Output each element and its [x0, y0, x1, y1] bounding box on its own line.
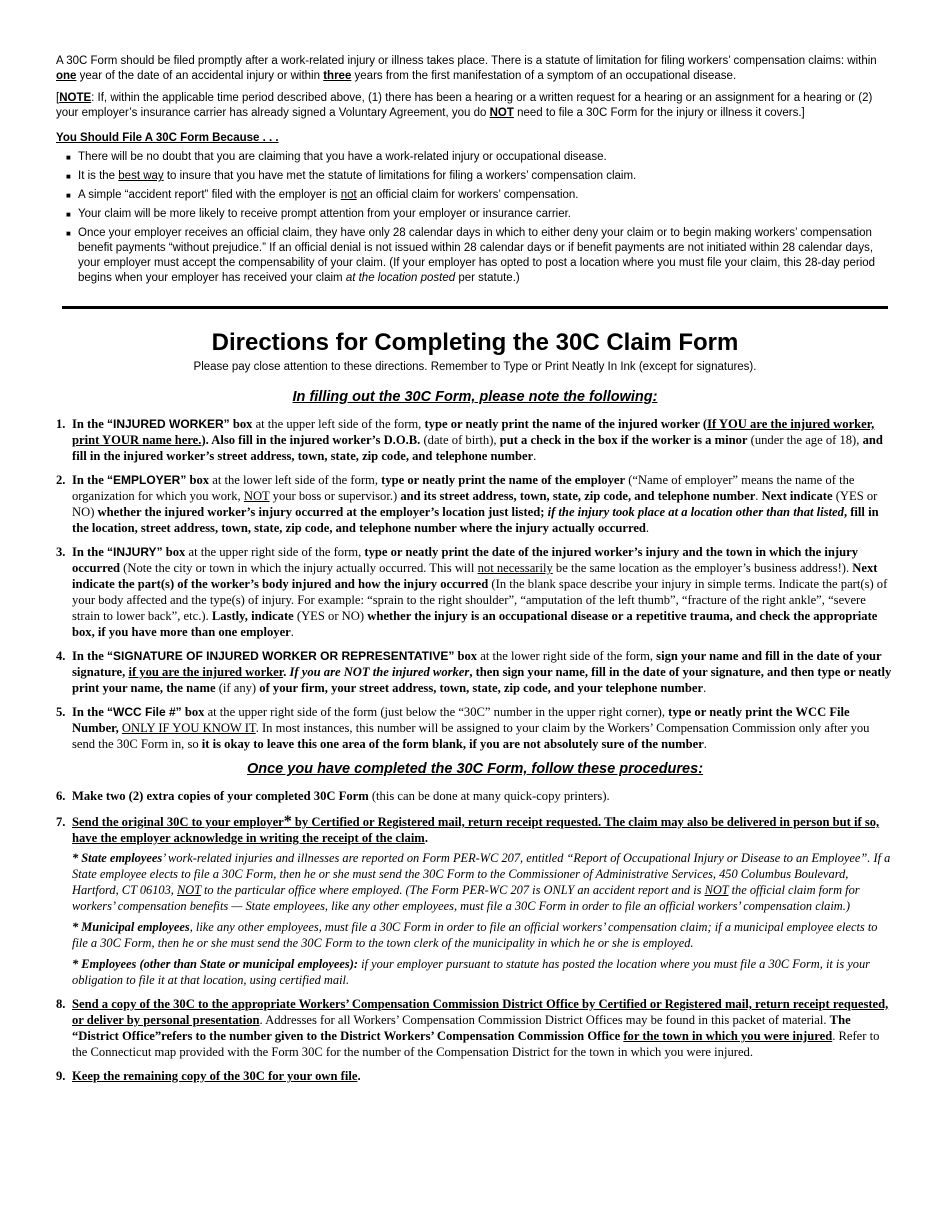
step-text: (YES or NO) [72, 489, 878, 519]
step-text: , then sign your name, fill in the date of your signature, and then type or neatly print your name, the name [72, 665, 892, 695]
section-heading-filling: In filling out the 30C Form, please note the following: [292, 389, 658, 405]
step-text: whether the injury is an occupational disease or a repetitive trauma, and check the appropriate box, if you have more than one employer [72, 609, 878, 639]
intro-one-emphasis: one [56, 70, 77, 82]
step-text: be the same location as the employer’s business address!). [552, 561, 853, 575]
step-text: at the lower right side of the form, [477, 649, 657, 663]
why-list-item [56, 188, 894, 203]
asterisk-marker: * [283, 813, 292, 830]
box-label: “WCC File #” [107, 705, 182, 719]
step-text: type or neatly print the WCC File Number, [72, 705, 850, 735]
footnote-state-employees [72, 850, 894, 914]
step-text: of your firm, your street address, town, state, zip code, and your telephone number [259, 681, 704, 695]
step-text: (Note the city or town in which the injury actually occurred. This will [120, 561, 478, 575]
footnote-label: * State employees [72, 851, 163, 865]
footnote-text: to the particular office where employed. (The Form PER-WC 207 is ONLY an accident report and is [200, 883, 705, 897]
step-emphasis: Keep the remaining copy of the 30C for your own file [72, 1069, 358, 1083]
step-text: . [533, 449, 537, 463]
step-number: 5. [56, 705, 66, 719]
step-emphasis: if you are the injured worker [128, 665, 284, 679]
why-list-item [56, 226, 894, 286]
step-number: 6. [56, 789, 66, 803]
footnote-label: * Employees (other than State or municipal employees): [72, 957, 359, 971]
box-label: “EMPLOYER” [107, 473, 187, 487]
step-item-3 [56, 544, 894, 640]
step-text: at the upper right side of the form, [185, 545, 365, 559]
box-label: “INJURY” [107, 545, 163, 559]
step-item-4 [56, 648, 894, 696]
step-text: . [283, 665, 290, 679]
step-emphasis: Send a copy of the 30C to the appropriate Workers’ Compensation Commission District Office by Certified or Registered mail, return receipt requested, or deliver by personal presentation [72, 997, 889, 1027]
footnote-text: the official claim form for workers’ compensation benefits — State employees, like any other employees, must file a 30C Form in order to file an official workers’ compensation claim.) [72, 883, 860, 913]
step-text: it is okay to leave this one area of the form blank, if you are not absolutely sure of the number [201, 737, 704, 751]
intro-text: A 30C Form should be filed promptly after a work-related injury or illness takes place. There is a statute of limitation for filing workers’ compensation claims: within [56, 55, 877, 67]
step-number: 8. [56, 997, 66, 1011]
box-label: “SIGNATURE OF INJURED WORKER OR REPRESENTATIVE” [107, 649, 455, 663]
step-text: The “District Office”refers to the number given to the District Workers’ Compensation Commission Office [72, 1013, 851, 1043]
step-text: (under the age of 18), [747, 433, 863, 447]
intro-text: years from the first manifestation of a symptom of an occupational disease. [351, 70, 737, 82]
step-emphasis: If YOU are the injured worker, print YOUR name here. [72, 417, 875, 447]
step-text: at the upper left side of the form, [252, 417, 425, 431]
page-subtitle: Please pay close attention to these directions. Remember to Type or Print Neatly In Ink (except for signatures). [193, 361, 757, 373]
step-text: In the [72, 417, 107, 431]
step-text: In the [72, 473, 107, 487]
footnote-emphasis: NOT [177, 883, 201, 897]
step-text: sign your name and fill in the date of your signature, [72, 649, 882, 679]
step-text: box [229, 417, 253, 431]
step-text: type or neatly print the name of the employer [381, 473, 626, 487]
step-text: . Addresses for all Workers’ Compensation Commission District Offices may be found in this packet of material. [259, 1013, 830, 1027]
why-item-text: Your claim will be more likely to receive prompt attention from your employer or insurance carrier. [78, 208, 571, 220]
footnote-emphasis: NOT [704, 883, 729, 897]
note-text: need to file a 30C Form for the injury or illness it covers.] [513, 107, 805, 119]
step-text: whether the injured worker’s injury occurred at the employer’s location just listed; [97, 505, 548, 519]
step-item-1 [56, 416, 894, 464]
step-item-5 [56, 704, 894, 752]
square-bullet-icon: ■ [66, 229, 71, 238]
intro-three-emphasis: three [323, 70, 352, 82]
step-text: box [454, 649, 478, 663]
step-text: at the lower left side of the form, [209, 473, 382, 487]
step-item-8 [56, 996, 894, 1060]
step-text: In the [72, 649, 107, 663]
step-text: In the [72, 545, 107, 559]
steps-list-filling [56, 416, 894, 752]
step-text: Next indicate [761, 489, 833, 503]
step-item-9 [56, 1068, 894, 1084]
document-page [56, 54, 894, 1092]
why-item-text: Once your employer receives an official claim, they have only 28 calendar days in which to either deny your claim or to begin making workers’ compensation benefit payments “without prejudice.” If an official denial is not issued within 28 calendar days or if benefit payments are not initiated within 28 calendar days, your employer must accept the compensability of your claim. (If your employer has opted to post a location where you must file your claim, this 28-day period begins when your employer has received your claim [78, 227, 876, 284]
step-number: 2. [56, 473, 66, 487]
step-text: your boss or supervisor.) [269, 489, 401, 503]
step-text: . [424, 831, 428, 845]
step-text: ( [699, 417, 708, 431]
why-item-text: There will be no doubt that you are claiming that you have a work-related injury or occupational disease. [78, 151, 607, 163]
why-item-text: to insure that you have met the statute of limitations for filing a workers’ compensation claim. [163, 170, 637, 182]
square-bullet-icon: ■ [66, 210, 71, 219]
step-text: . [703, 737, 707, 751]
why-item-italic: at the location posted [345, 272, 456, 284]
why-list-item [56, 207, 894, 222]
step-text: . In most instances, this number will be assigned to your claim by the Workers’ Compensation Commission only after you send the 30C Form in, so [72, 721, 870, 751]
note-text: : If, within the applicable time period described above, (1) there has been a hearing or a written request for a hearing or an assignment for a hearing or (2) your employer’s insurance carrier has already signed a Voluntary Agreement, you do [56, 92, 873, 119]
steps-list-procedures [56, 788, 894, 1084]
note-paragraph [56, 91, 894, 121]
step-text: and fill in the injured worker’s street address, town, state, zip code, and telephone number [72, 433, 883, 463]
square-bullet-icon: ■ [66, 191, 71, 200]
step-emphasis: not necessarily [477, 561, 553, 575]
why-item-text: It is the [78, 170, 119, 182]
step-text: (date of birth), [420, 433, 500, 447]
step-text: box [181, 705, 205, 719]
footnote-text: , like any other employees, must file a 30C Form in order to file an official workers’ compensation claim; if a municipal employee elects to file a 30C Form, then he or she must send the 30C Form to the town clerk of the municipality in which he or she is employed. [72, 920, 878, 950]
step-number: 4. [56, 649, 66, 663]
step-text: Lastly, indicate [211, 609, 294, 623]
why-item-emphasis: best way [118, 170, 164, 182]
step-text: (YES or NO) [293, 609, 368, 623]
step-text: and its street address, town, state, zip code, and telephone number [400, 489, 756, 503]
step-italic: If you are NOT the injured worker [289, 665, 470, 679]
step-item-2 [56, 472, 894, 536]
step-text: type or neatly print the date of the injured worker’s injury and the town in which the injury occurred [72, 545, 858, 575]
footnote-text: ’ work-related injuries and illnesses are reported on Form PER-WC 207, entitled “Report of Occupational Injury or Disease to an Employee”. If a State employee elects to file a 30C Form, then he or she must send the 30C Form to the Commissioner of Administrative Services, 450 Columbus Boulevard, Hartford, CT 06103, [72, 851, 891, 897]
why-list-item [56, 150, 894, 165]
note-bracket: [ [56, 92, 60, 104]
step-number: 3. [56, 545, 66, 559]
step-text: (if any) [215, 681, 260, 695]
step-text: . [290, 625, 294, 639]
square-bullet-icon: ■ [66, 153, 71, 162]
step-number: 1. [56, 417, 66, 431]
step-text: Make two (2) extra copies of your completed 30C Form [72, 789, 369, 803]
box-label: “INJURED WORKER” [107, 417, 230, 431]
why-item-text: per statute.) [455, 272, 520, 284]
step-text: type or neatly print the name of the injured worker [424, 417, 700, 431]
intro-text: year of the date of an accidental injury or within [76, 70, 324, 82]
step-text: put a check in the box if the worker is a minor [499, 433, 748, 447]
step-text: . [645, 521, 650, 535]
step-number: 7. [56, 815, 66, 829]
step-text: (In the blank space describe your injury in simple terms. Indicate the part(s) of your body affected and the type(s) of injury. For example: “sprain to the right shoulder”, “amputation of the left thumb”, “fracture of the right ankle”, “severe strain to lower back”, etc.). [72, 577, 888, 623]
step-text: Send the original 30C to your employer [72, 815, 284, 829]
step-text: , fill in the location, street address, town, state, zip code, and telephone number where the injury actually occurred [72, 505, 879, 535]
why-item-text: A simple “accident report” filed with the employer is [78, 189, 341, 201]
step-item-6 [56, 788, 894, 804]
step-text: at the upper right side of the form (just below the “30C” number in the upper right corner), [204, 705, 669, 719]
step-emphasis: for the town in which you were injured [623, 1029, 833, 1043]
footnote-municipal-employees [72, 919, 894, 951]
footnote-text: if your employer pursuant to statute has posted the location where you must file a 30C Form, it is your obligation to file it at that location, using certified mail. [72, 957, 871, 987]
step-text: . [357, 1069, 361, 1083]
section-heading-procedures: Once you have completed the 30C Form, follow these procedures: [246, 761, 704, 777]
step-text: by Certified or Registered mail, return receipt requested. The claim may also be delivered in person but if so, have the employer acknowledge in writing the receipt of the claim [72, 815, 880, 845]
why-item-text: an official claim for workers’ compensation. [356, 189, 579, 201]
step-item-7 [56, 814, 894, 988]
intro-paragraph [56, 54, 894, 84]
step-emphasis: NOT [243, 489, 270, 503]
footnote-other-employees [72, 956, 894, 988]
why-list-item [56, 169, 894, 184]
square-bullet-icon: ■ [66, 172, 71, 181]
footnote-label: * Municipal employees [72, 920, 190, 934]
step-text: . Refer to the Connecticut map provided with the Form 30C for the number of the Compensation District for the town in which you were injured. [72, 1029, 880, 1059]
step-text: (“Name of employer” means the name of the organization for which you work, [72, 473, 855, 503]
step-text: . [755, 489, 762, 503]
why-item-emphasis: not [340, 189, 357, 201]
horizontal-divider [62, 306, 888, 309]
step-text: box [186, 473, 210, 487]
step-text: Next indicate the part(s) of the worker’s body injured and how the injury occurred [72, 561, 878, 591]
note-not-emphasis: NOT [489, 107, 514, 119]
step-text: (this can be done at many quick-copy printers). [368, 789, 610, 803]
step-text: ). Also fill in the injured worker’s D.O.B. [201, 433, 421, 447]
note-label: NOTE [59, 92, 92, 104]
why-heading: You Should File A 30C Form Because . . . [56, 132, 279, 144]
why-list [56, 150, 894, 286]
step-italic: if the injury took place at a location other than that listed [547, 505, 844, 519]
step-number: 9. [56, 1069, 66, 1083]
step-text: box [162, 545, 186, 559]
step-emphasis: ONLY IF YOU KNOW IT [121, 721, 256, 735]
step-text: In the [72, 705, 107, 719]
step-text: . [703, 681, 707, 695]
page-title: Directions for Completing the 30C Claim Form [211, 329, 739, 356]
